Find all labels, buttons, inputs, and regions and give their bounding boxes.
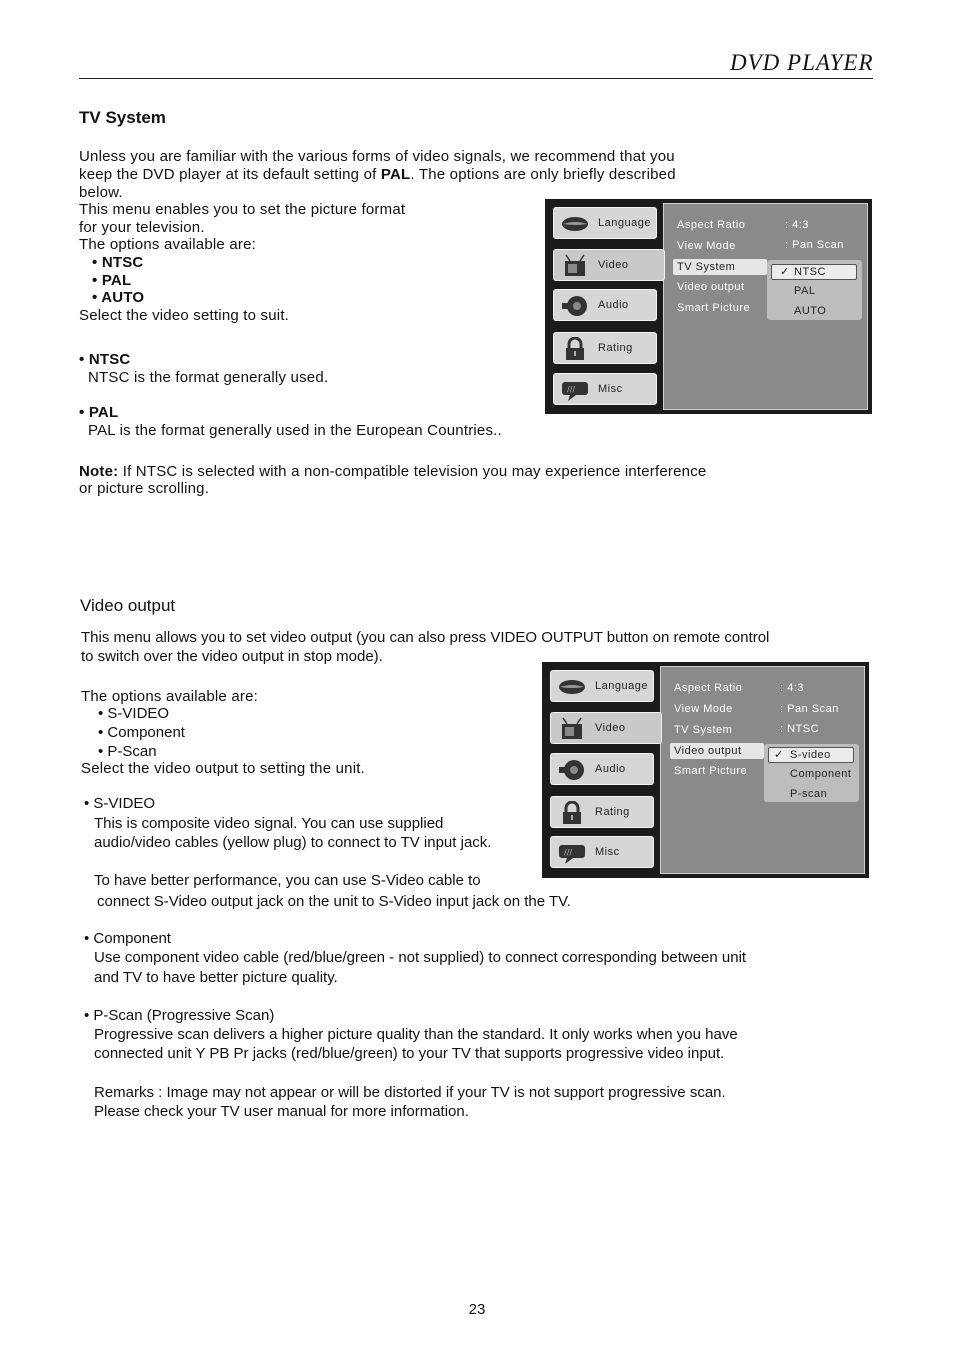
- option-auto[interactable]: AUTO: [794, 305, 827, 317]
- tv-menu-line1: This menu enables you to set the picture format: [79, 201, 406, 218]
- vo-option-svideo: • S-VIDEO: [98, 705, 170, 722]
- lock-icon: [557, 801, 587, 825]
- tv-options-label: The options available are:: [79, 236, 256, 253]
- tv-intro-line3: below.: [79, 184, 123, 201]
- pscan-line2: connected unit Y PB Pr jacks (red/blue/green) to your TV that supports progressive video input.: [94, 1045, 725, 1062]
- menu-audio-label: Audio: [595, 763, 626, 775]
- menu-row-tv-system: TV System: [674, 724, 733, 736]
- video-output-heading: Video output: [80, 596, 176, 615]
- menu-video-label: Video: [595, 722, 626, 734]
- menu-video-button[interactable]: [553, 249, 665, 281]
- menu-rating-button[interactable]: [550, 796, 654, 828]
- svg-text:///: ///: [564, 848, 573, 857]
- menu-row-tv-system[interactable]: TV System: [673, 259, 767, 275]
- option-ntsc[interactable]: ✓ NTSC: [771, 264, 857, 280]
- speaker-icon: [560, 294, 590, 318]
- svg-text:///: ///: [567, 385, 576, 394]
- option-svideo[interactable]: ✓ S-video: [768, 747, 854, 763]
- menu-row-video-output: Video output: [677, 281, 745, 293]
- menu-row-video-output[interactable]: Video output: [670, 743, 764, 759]
- tv-system-heading: TV System: [79, 108, 166, 127]
- menu-row-smart-picture: Smart Picture: [677, 302, 751, 314]
- ntsc-desc: NTSC is the format generally used.: [88, 369, 329, 386]
- menu-language-button[interactable]: [550, 670, 654, 702]
- header-title: DVD PLAYER: [730, 50, 874, 75]
- video-output-menu-screenshot: [542, 662, 869, 878]
- ntsc-title: • NTSC: [79, 351, 131, 368]
- svideo-line2: audio/video cables (yellow plug) to connect to TV input jack.: [94, 834, 492, 851]
- tv-option-ntsc: • NTSC: [92, 254, 144, 271]
- chat-icon: [560, 378, 590, 402]
- component-title: • Component: [84, 930, 171, 947]
- component-line2: and TV to have better picture quality.: [94, 969, 338, 986]
- header-rule: [79, 78, 873, 79]
- pal-title: • PAL: [79, 404, 119, 421]
- menu-language-label: Language: [595, 680, 648, 692]
- vo-options-label: The options available are:: [81, 688, 258, 705]
- vo-intro-line2: to switch over the video output in stop mode).: [81, 648, 383, 665]
- note-line2: or picture scrolling.: [79, 480, 210, 497]
- menu-row-view-mode-value: : Pan Scan: [780, 703, 839, 715]
- menu-misc-label: Misc: [598, 383, 623, 395]
- menu-row-view-mode: View Mode: [674, 703, 733, 715]
- vo-intro-line1: This menu allows you to set video output (you can also press VIDEO OUTPUT button on remote control: [81, 629, 770, 646]
- remarks-line2: Please check your TV user manual for more information.: [94, 1103, 469, 1120]
- option-component[interactable]: Component: [790, 768, 852, 780]
- menu-audio-button[interactable]: [553, 289, 657, 321]
- menu-row-aspect-ratio-value: : 4:3: [785, 219, 809, 231]
- menu-options-box: [767, 260, 862, 320]
- page-number: 23: [468, 1301, 486, 1318]
- speaker-icon: [557, 758, 587, 782]
- menu-video-label: Video: [598, 259, 629, 271]
- pscan-line1: Progressive scan delivers a higher picture quality than the standard. It only works when you have: [94, 1026, 738, 1043]
- tv-system-menu-screenshot: [545, 199, 872, 414]
- menu-row-aspect-ratio-value: : 4:3: [780, 682, 804, 694]
- chat-icon: [557, 841, 587, 865]
- tv-icon: [557, 717, 587, 741]
- menu-row-aspect-ratio: Aspect Ratio: [677, 219, 746, 231]
- component-line1: Use component video cable (red/blue/green - not supplied) to connect corresponding between unit: [94, 949, 747, 966]
- pscan-title: • P-Scan (Progressive Scan): [84, 1007, 275, 1024]
- menu-misc-label: Misc: [595, 846, 620, 858]
- lips-icon: [560, 212, 590, 236]
- menu-misc-button[interactable]: [553, 373, 657, 405]
- note-line1: Note: If NTSC is selected with a non-compatible television you may experience interference: [79, 463, 707, 480]
- tv-option-auto: • AUTO: [92, 289, 145, 306]
- tv-intro-line2: keep the DVD player at its default setting of PAL. The options are only briefly described: [79, 166, 676, 183]
- tv-icon: [560, 254, 590, 278]
- vo-option-component: • Component: [98, 724, 185, 741]
- menu-rating-label: Rating: [595, 806, 630, 818]
- option-pscan[interactable]: P-scan: [790, 788, 828, 800]
- menu-language-label: Language: [598, 217, 651, 229]
- lips-icon: [557, 675, 587, 699]
- svideo-line4: connect S-Video output jack on the unit to S-Video input jack on the TV.: [97, 893, 571, 910]
- menu-language-button[interactable]: [553, 207, 657, 239]
- menu-misc-button[interactable]: [550, 836, 654, 868]
- lock-icon: [560, 337, 590, 361]
- check-icon: ✓: [780, 266, 790, 278]
- remarks-line1: Remarks : Image may not appear or will be distorted if your TV is not support progressive scan.: [94, 1084, 726, 1101]
- menu-rating-label: Rating: [598, 342, 633, 354]
- svideo-title: • S-VIDEO: [84, 795, 156, 812]
- check-icon: ✓: [774, 749, 784, 761]
- pal-desc: PAL is the format generally used in the European Countries..: [88, 422, 502, 439]
- tv-option-pal: • PAL: [92, 272, 132, 289]
- menu-row-view-mode-value: : Pan Scan: [785, 239, 844, 251]
- menu-row-view-mode: View Mode: [677, 240, 736, 252]
- tv-menu-line2: for your television.: [79, 219, 205, 236]
- menu-audio-label: Audio: [598, 299, 629, 311]
- vo-select-text: Select the video output to setting the unit.: [81, 760, 365, 777]
- vo-option-pscan: • P-Scan: [98, 743, 157, 760]
- menu-row-tv-system-value: : NTSC: [780, 723, 820, 735]
- menu-audio-button[interactable]: [550, 753, 654, 785]
- menu-row-smart-picture: Smart Picture: [674, 765, 748, 777]
- menu-options-box: [764, 744, 859, 802]
- option-pal[interactable]: PAL: [794, 285, 816, 297]
- tv-select-text: Select the video setting to suit.: [79, 307, 290, 324]
- menu-video-button[interactable]: [550, 712, 662, 744]
- tv-intro-line1: Unless you are familiar with the various forms of video signals, we recommend that you: [79, 148, 675, 165]
- svideo-line1: This is composite video signal. You can use supplied: [94, 815, 444, 832]
- menu-row-aspect-ratio: Aspect Ratio: [674, 682, 743, 694]
- menu-rating-button[interactable]: [553, 332, 657, 364]
- svideo-line3: To have better performance, you can use S-Video cable to: [94, 872, 481, 889]
